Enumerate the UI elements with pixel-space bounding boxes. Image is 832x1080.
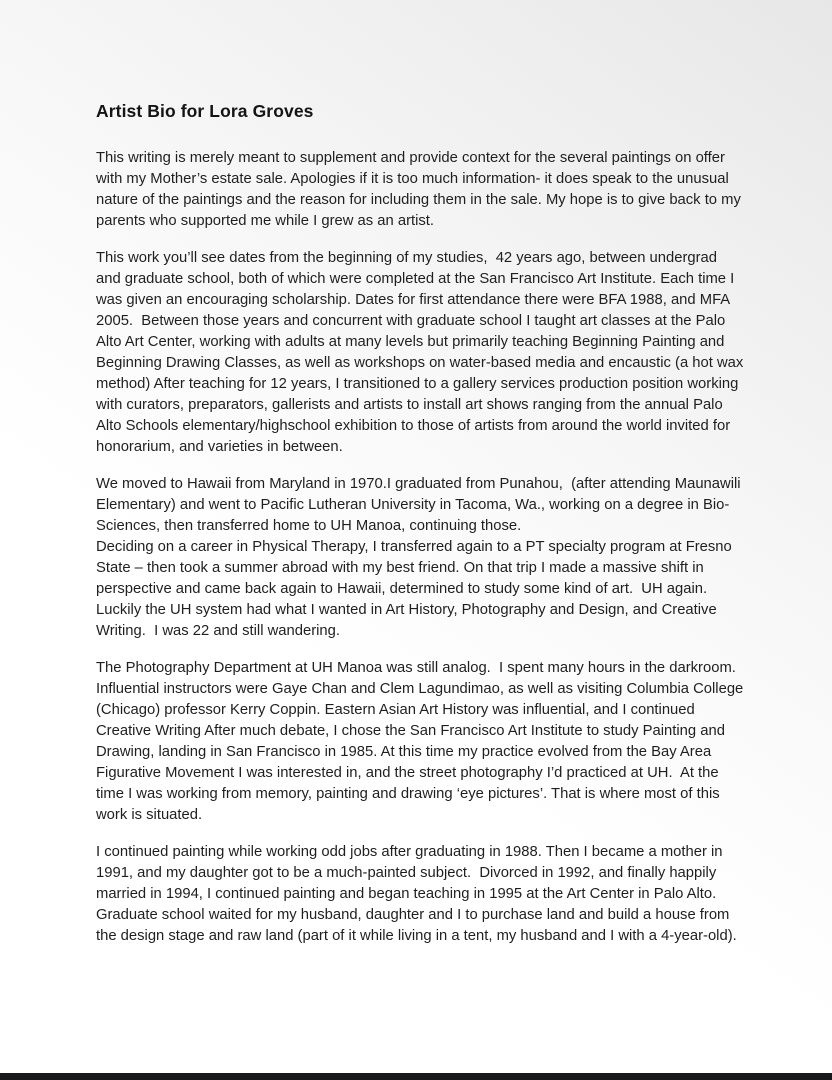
bottom-edge-bar [0,1073,832,1080]
bio-paragraph: We moved to Hawaii from Maryland in 1970.I graduated from Punahou, (after attending Maunawili Elementary) and went to Pacific Lutheran University in Tacoma, Wa., working on a degree in Bio-Sciences, then transferred home to UH Manoa, continuing those. Deciding on a career in Physical Therapy, I transferred again to a PT specialty program at Fresno State – then took a summer abroad with my best friend. On that trip I made a massive shift in perspective and came back again to Hawaii, determined to study some kind of art. UH again. Luckily the UH system had what I wanted in Art History, Photography and Design, and Creative Writing. I was 22 and still wandering. [96,476,745,639]
bio-paragraph: I continued painting while working odd jobs after graduating in 1988. Then I became a mother in 1991, and my daughter got to be a much-painted subject. Divorced in 1992, and finally happily married in 1994, I continued painting and began teaching in 1995 at the Art Center in Palo Alto. Graduate school waited for my husband, daughter and I to purchase land and build a house from the design stage and raw land (part of it while living in a tent, my husband and I with a 4-year-old). [96,844,737,944]
bio-paragraph: The Photography Department at UH Manoa was still analog. I spent many hours in the darkroom. Influential instructors were Gaye Chan and Clem Lagundimao, as well as visiting Columbia College (Chicago) professor Kerry Coppin. Eastern Asian Art History was influential, and I continued Creative Writing After much debate, I chose the San Francisco Art Institute to study Painting and Drawing, landing in San Francisco in 1985. At this time my practice evolved from the Bay Area Figurative Movement I was interested in, and the street photography I’d practiced at UH. At the time I was working from memory, painting and drawing ‘eye pictures’. That is where most of this work is situated. [96,660,748,823]
page-title: Artist Bio for Lora Groves [96,101,314,121]
document-page [96,100,748,963]
bio-paragraph: This writing is merely meant to supplement and provide context for the several paintings on offer with my Mother’s estate sale. Apologies if it is too much information- it does speak to the unusual nature of the paintings and the reason for including them in the sale. My hope is to give back to my parents who supported me while I grew as an artist. [96,150,745,229]
bio-paragraphs [96,148,748,947]
bio-paragraph: This work you’ll see dates from the beginning of my studies, 42 years ago, between undergrad and graduate school, both of which were completed at the San Francisco Art Institute. Each time I was given an encouraging scholarship. Dates for first attendance there were BFA 1988, and MFA 2005. Between those years and concurrent with graduate school I taught art classes at the Palo Alto Art Center, working with adults at many levels but primarily teaching Beginning Painting and Beginning Drawing Classes, as well as workshops on water-based media and encaustic (a hot wax method) After teaching for 12 years, I transitioned to a gallery services production position working with curators, preparators, gallerists and artists to install art shows ranging from the annual Palo Alto Schools elementary/highschool exhibition to those of artists from around the world invited for honorarium, and varieties in between. [96,250,748,455]
